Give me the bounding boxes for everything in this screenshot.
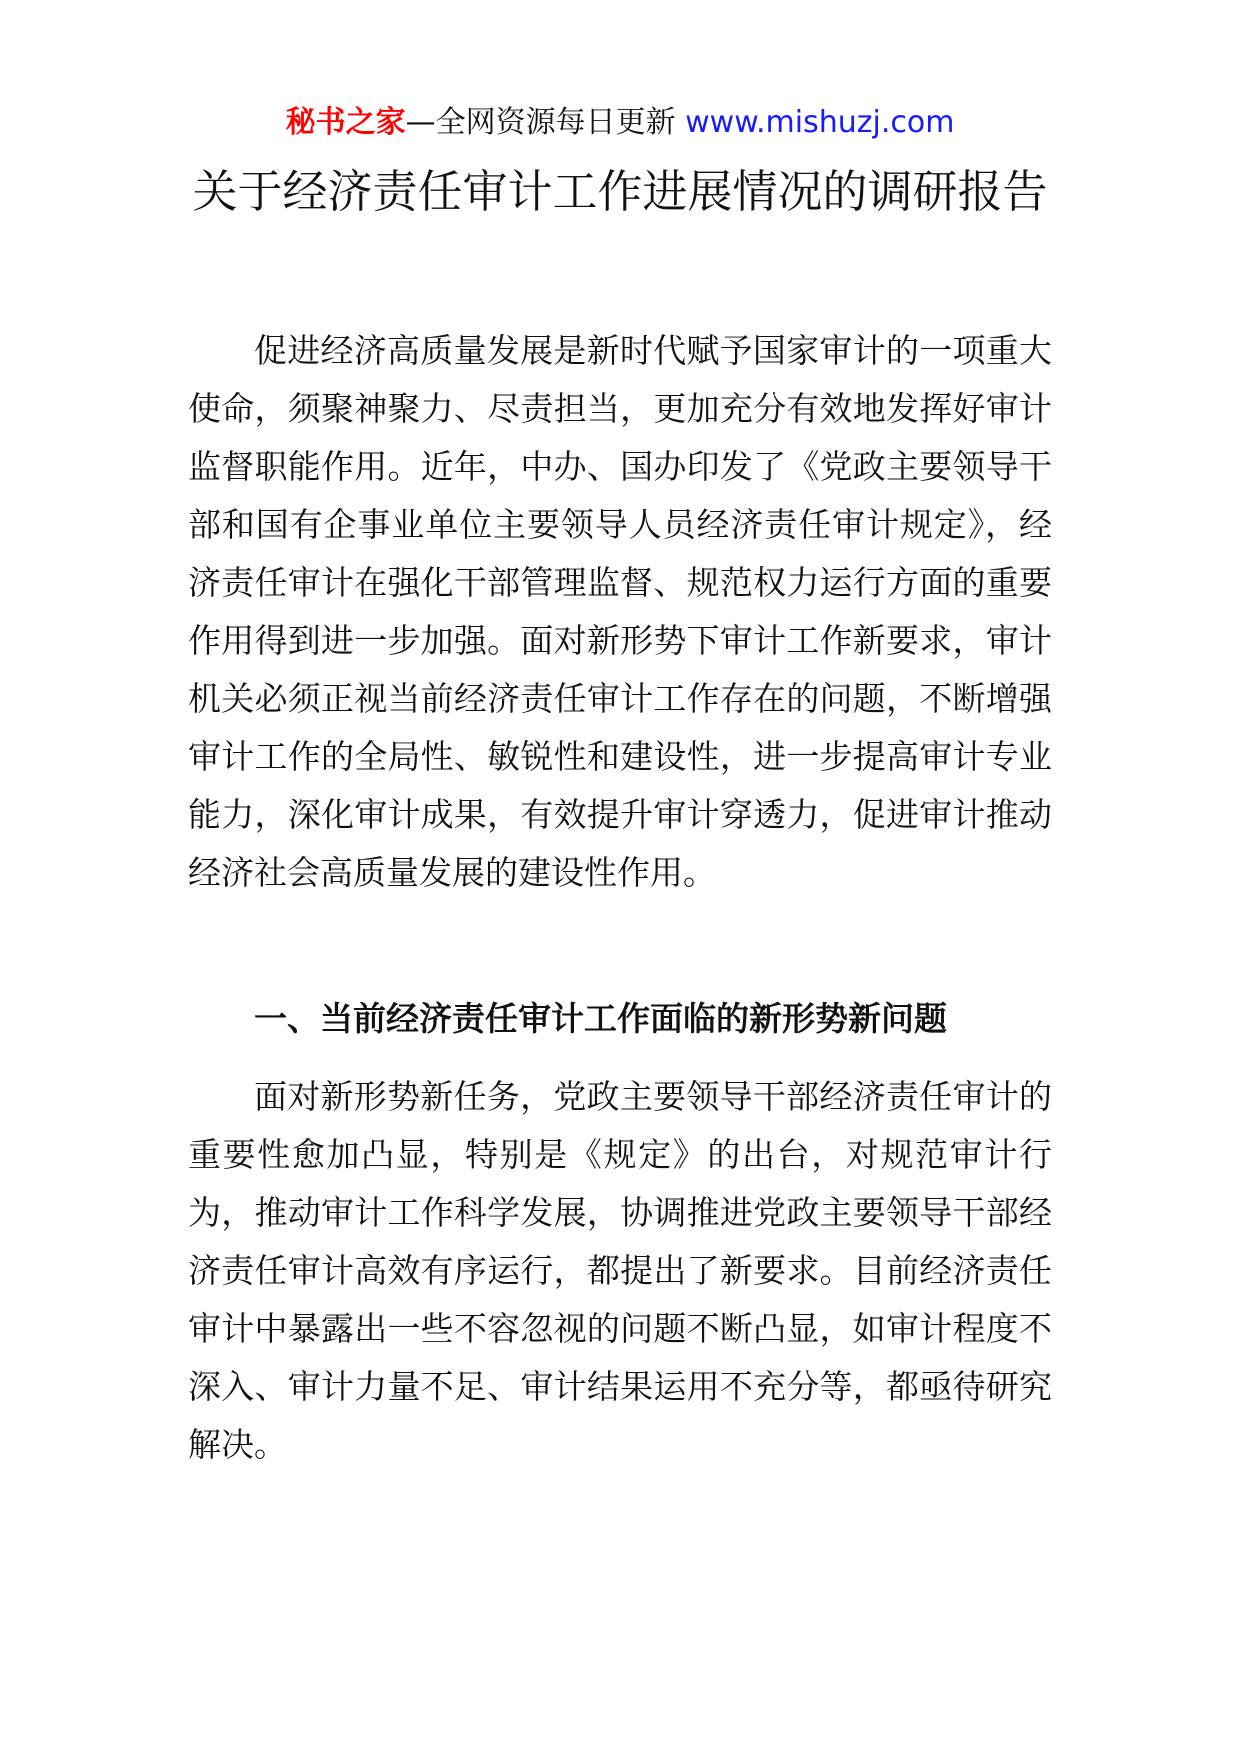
document-title: 关于经济责任审计工作进展情况的调研报告: [192, 165, 1048, 218]
intro-paragraph: 促进经济高质量发展是新时代赋予国家审计的一项重大使命，须聚神聚力、尽责担当，更加充分有效地发挥好审计监督职能作用。近年，中办、国办印发了《党政主要领导干部和国有企事业单位主要领导人员经济责任审计规定》，经济责任审计在强化干部管理监督、规范权力运行方面的重要作用得到进一步加强。面对新形势下审计工作新要求，审计机关必须正视当前经济责任审计工作存在的问题，不断增强审计工作的全局性、敏锐性和建设性，进一步提高审计专业能力，深化审计成果，有效提升审计穿透力，促进审计推动经济社会高质量发展的建设性作用。: [188, 331, 1052, 892]
site-url-link[interactable]: www.mishuzj.com: [685, 105, 955, 140]
brand-name: 秘书之家: [285, 105, 406, 140]
section-1-heading: 一、当前经济责任审计工作面临的新形势新问题: [254, 999, 947, 1038]
site-header: [0, 103, 1240, 143]
header-tagline: —全网资源每日更新: [405, 105, 676, 140]
section-1-paragraph: 面对新形势新任务，党政主要领导干部经济责任审计的重要性愈加凸显，特别是《规定》的出台，对规范审计行为，推动审计工作科学发展，协调推进党政主要领导干部经济责任审计高效有序运行，都提出了新要求。目前经济责任审计中暴露出一些不容忽视的问题不断凸显，如审计程度不深入、审计力量不足、审计结果运用不充分等，都亟待研究解决。: [188, 1077, 1052, 1464]
